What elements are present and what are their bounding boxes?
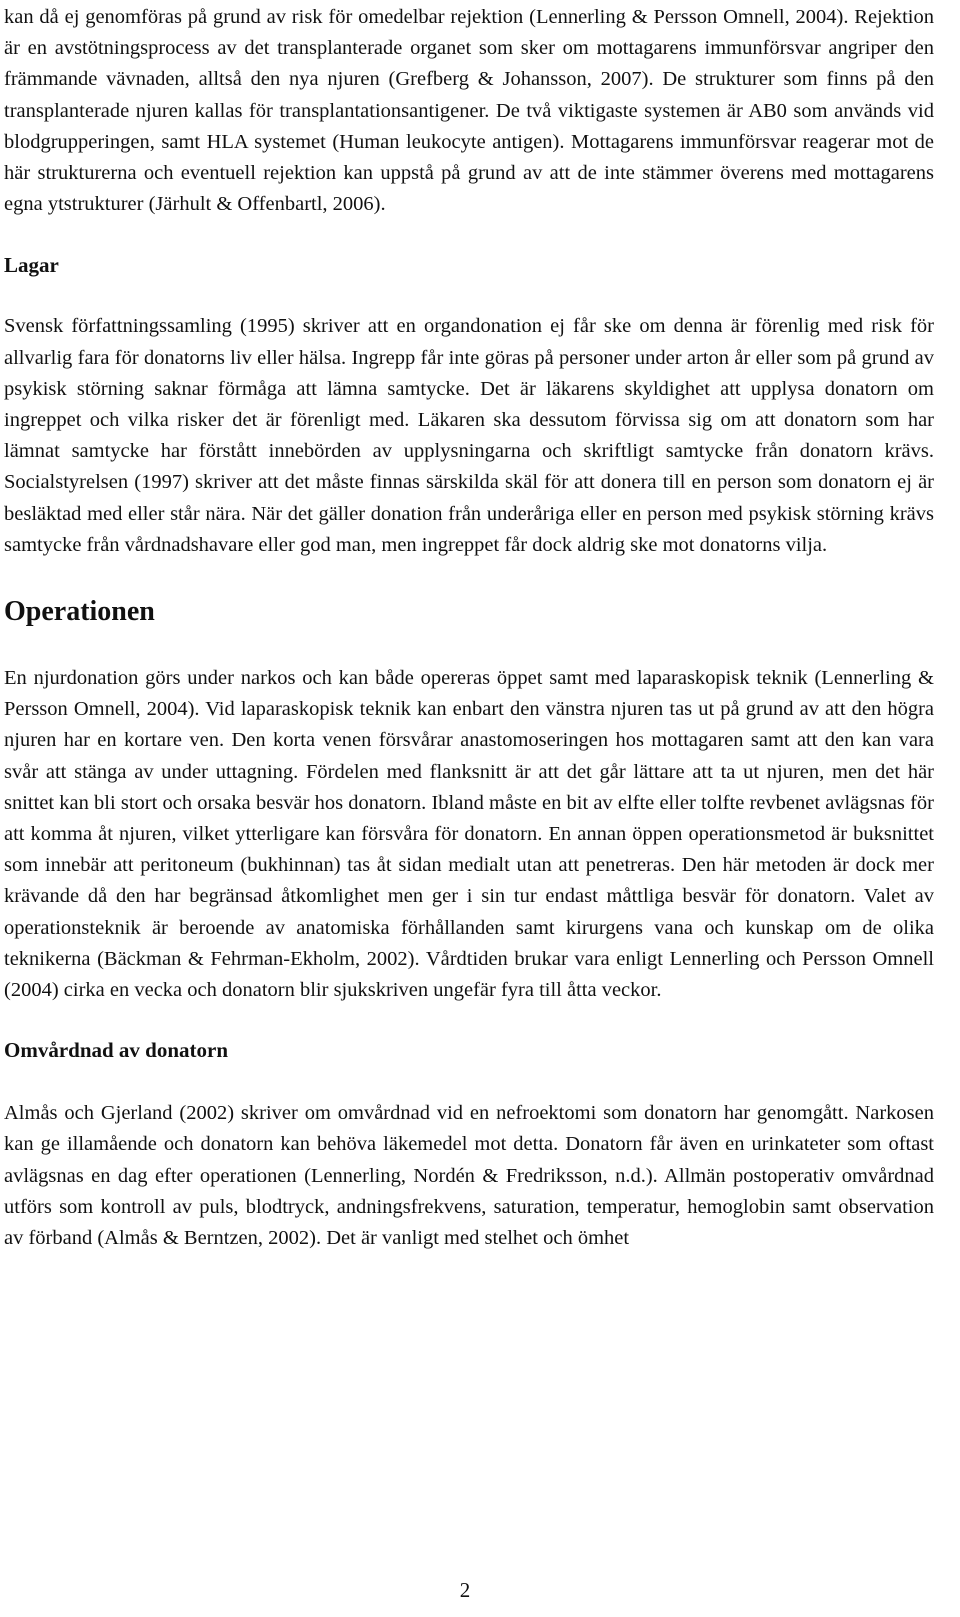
paragraph-operationen: En njurdonation görs under narkos och kan både opereras öppet samt med laparaskopisk teknik (Lennerling & Persson Omnell, 2004). Vid laparaskopisk teknik kan enbart den vänstra njuren tas ut på grund av att den högra njuren har en kortare ven. Den korta venen försvårar anastomoseringen hos mottagaren samt att den kan vara svår att stänga av under uttagning. Fördelen med flanksnitt är att det går lättare att ta ut njuren, men det här snittet kan bli stort och orsaka besvär hos donatorn. Ibland måste en bit av elfte eller tolfte revbenet avlägsnas för att komma åt njuren, vilket ytterligare kan försvåra för donatorn. En annan öppen operationsmetod är buksnittet som innebär att peritoneum (bukhinnan) tas åt sidan medialt utan att penetreras. Den här metoden är dock mer krävande då den har begränsad åtkomlighet men ger i sin tur endast måttliga besvär för donatorn. Valet av operationsteknik är beroende av anatomiska förhållanden samt kirurgens vana och kunskap om de olika teknikerna (Bäckman & Fehrman-Ekholm, 2002). Vårdtiden brukar vara enligt Lennerling och Persson Omnell (2004) cirka en vecka och donatorn blir sjukskriven ungefär fyra till åtta veckor.	[4, 667, 934, 1002]
page-number: 2	[459, 1578, 471, 1602]
paragraph-rejektion: kan då ej genomföras på grund av risk för omedelbar rejektion (Lennerling & Persson Omnell, 2004). Rejektion är en avstötningsprocess av det transplanterade organet som sker om mottagarens immunförsvar angriper den främmande vävnaden, alltså den nya njuren (Grefberg & Johansson, 2007). De strukturer som finns på den transplanterade njuren kallas för transplantationsantigener. De två viktigaste systemen är AB0 som används vid blodgrupperingen, samt HLA systemet (Human leukocyte antigen). Mottagarens immunförsvar reagerar mot de här strukturerna och eventuell rejektion kan uppstå på grund av att de inte stämmer överens med mottagarens egna ytstrukturer (Järhult & Offenbartl, 2006).	[4, 6, 934, 216]
heading-operationen: Operationen	[4, 596, 155, 628]
paragraph-omvardnad: Almås och Gjerland (2002) skriver om omvårdnad vid en nefroektomi som donatorn har genomgått. Narkosen kan ge illamående och donatorn kan behöva läkemedel mot detta. Donatorn får även en urinkateter som oftast avlägsnas en dag efter operationen (Lennerling, Nordén & Fredriksson, n.d.). Allmän postoperativ omvårdnad utförs som kontroll av puls, blodtryck, andningsfrekvens, saturation, temperatur, hemoglobin samt observation av förband (Almås & Berntzen, 2002). Det är vanligt med stelhet och ömhet	[4, 1102, 934, 1250]
heading-omvardnad: Omvårdnad av donatorn	[4, 1038, 229, 1063]
paragraph-lagar: Svensk författningssamling (1995) skriver att en organdonation ej får ske om denna är förenlig med risk för allvarlig fara för donatorns liv eller hälsa. Ingrepp får inte göras på personer under arton år eller som på grund av psykisk störning saknar förmåga att lämna samtycke. Det är läkarens skyldighet att upplysa donatorn om ingreppet och vilka risker det är förenligt med. Läkaren ska dessutom förvissa sig om att donatorn som har lämnat samtycke har förstått innebörden av upplysningarna och skriftligt samtycke från donatorn krävs. Socialstyrelsen (1997) skriver att det måste finnas särskilda skäl för att donera till en person som donatorn ej är besläktad med eller står nära. När det gäller donation från underåriga eller en person med psykisk störning krävs samtycke från vårdnadshavare eller god man, men ingreppet får dock aldrig ske mot donatorns vilja.	[4, 315, 934, 556]
heading-lagar: Lagar	[4, 253, 59, 278]
